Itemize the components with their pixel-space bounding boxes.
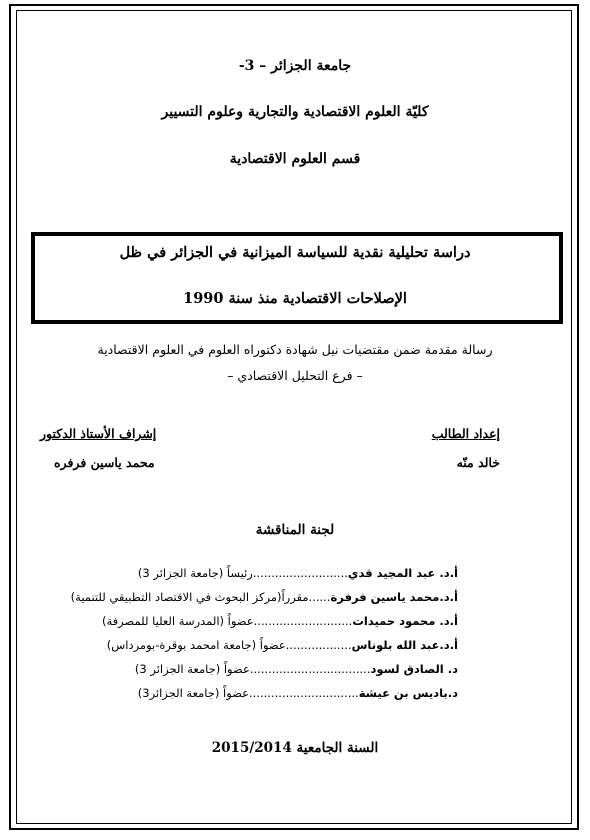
supervisor-label: إشراف الأستاذ الدكتور <box>40 426 157 441</box>
supervisor-name: محمد ياسين فرفره <box>54 455 155 470</box>
jury-member-role: ...........................عضواً (المدرسة العليا للمصرفة) <box>102 614 353 628</box>
jury-member-row <box>138 686 458 700</box>
thesis-branch: – فرع التحليل الاقتصادي – <box>227 368 363 383</box>
department-name: قسم العلوم الاقتصادية <box>229 151 361 167</box>
thesis-title-line1: دراسة تحليلية نقدية للسياسة الميزانية في الجزائر في ظل <box>119 244 471 261</box>
jury-member-row <box>71 590 458 604</box>
jury-member-role: ..............................عضواً (جامعة الجزائر3) <box>137 686 359 700</box>
jury-member-name: أ.د. محمود حميدات <box>352 614 458 628</box>
jury-member-row <box>135 662 458 676</box>
page-border-inner <box>16 10 572 824</box>
jury-member-row <box>138 566 458 580</box>
jury-member-name: د. الصادق لسود <box>370 662 458 676</box>
jury-member-role: .................................عضواً (جامعة الجزائر 3) <box>134 662 371 676</box>
jury-member-row <box>107 638 458 652</box>
faculty-name: كليّة العلوم الاقتصادية والتجارية وعلوم التسيير <box>161 104 429 120</box>
student-name: خالد منّه <box>456 455 500 470</box>
jury-member-name: أ.د.محمد ياسين فرفرة <box>330 590 458 604</box>
jury-member-role: ..................عضواً (جامعة امحمد بوقرة-بومرداس) <box>106 638 352 652</box>
jury-member-name: أ.د.عبد الله بلوناس <box>351 638 458 652</box>
thesis-description: رسالة مقدمة ضمن مقتضيات نيل شهادة دكتوراه العلوم في العلوم الاقتصادية <box>97 342 493 357</box>
academic-year: السنة الجامعية 2015/2014 <box>211 740 379 756</box>
thesis-title-line2: الإصلاحات الاقتصادية منذ سنة 1990 <box>183 290 407 307</box>
jury-member-role: ..........................رئيساً (جامعة الجزائر 3) <box>137 566 348 580</box>
jury-member-name: د.باديس بن عيشة <box>358 686 458 700</box>
jury-title: لجنة المناقشة <box>255 522 335 538</box>
jury-member-role: ......مقرراً(مركز البحوث في الاقتصاد التطبيقي للتنمية) <box>70 590 331 604</box>
university-name: جامعة الجزائر – 3- <box>238 58 352 74</box>
student-label: إعداد الطالب <box>431 426 500 441</box>
jury-member-row <box>102 614 458 628</box>
jury-member-name: أ.د. عبد المجيد قدي <box>347 566 458 580</box>
